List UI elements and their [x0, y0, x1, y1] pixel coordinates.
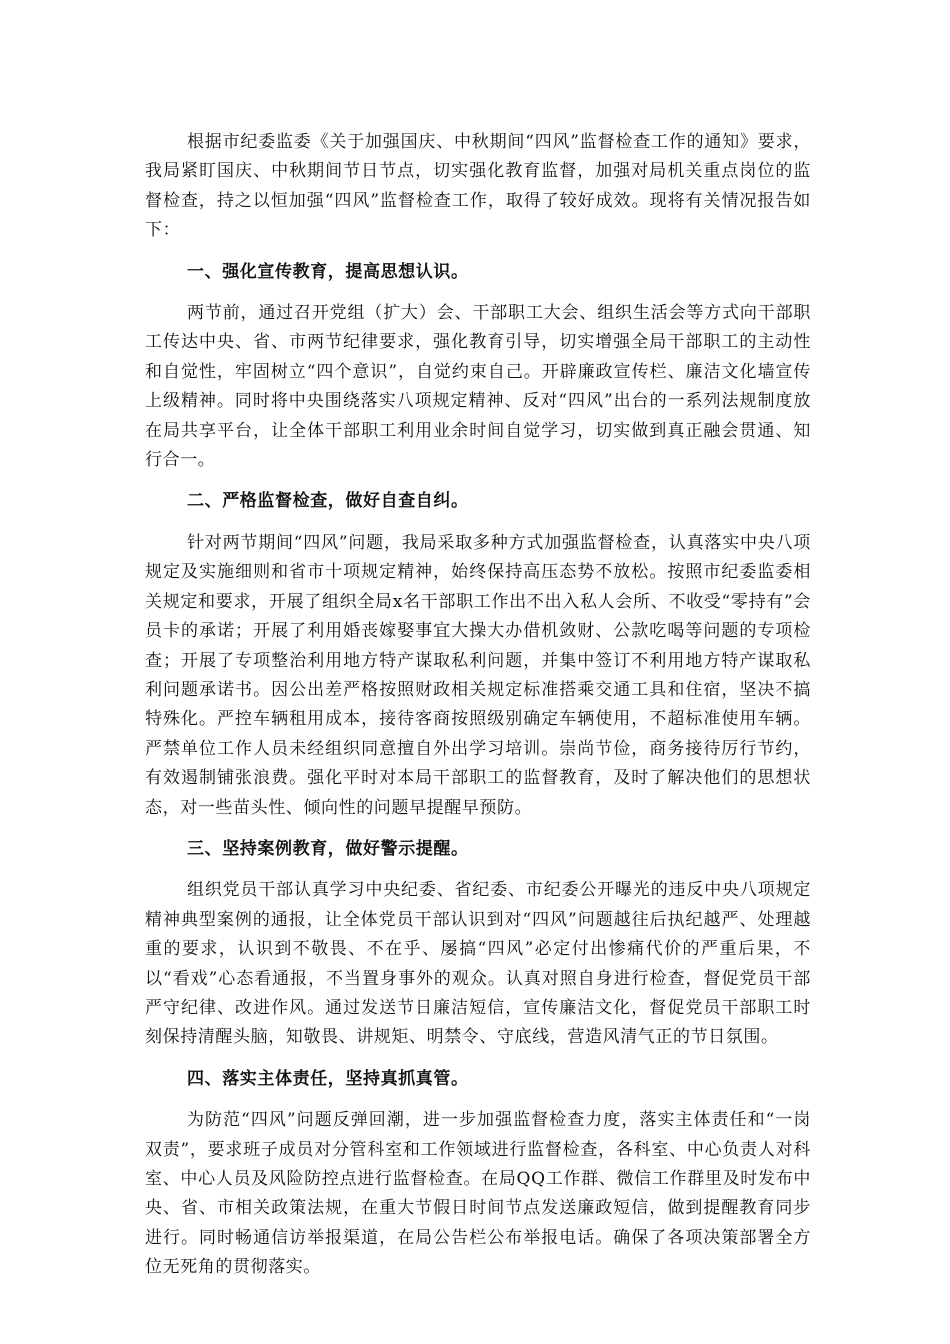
section-body-1: 两节前，通过召开党组（扩大）会、干部职工大会、组织生活会等方式向干部职工传达中央、省、市两节纪律要求，强化教育引导，切实增强全局干部职工的主动性和自觉性，牢固树立“四个意识”，自觉约束自己。开辟廉政宣传栏、廉洁文化墙宣传上级精神。同时将中央围绕落实八项规定精神、反对“四风”出台的一系列法规制度放在局共享平台，让全体干部职工利用业余时间自觉学习，切实做到真正融会贯通、知行合一。 — [145, 303, 811, 471]
section-body-3: 组织党员干部认真学习中央纪委、省纪委、市纪委公开曝光的违反中央八项规定精神典型案例的通报，让全体党员干部认识到对“四风”问题越往后执纪越严、处理越重的要求，认识到不敬畏、不在乎、屡搞“四风”必定付出惨痛代价的严重后果，不以“看戏”心态看通报，不当置身事外的观众。认真对照自身进行检查，督促党员干部严守纪律、改进作风。通过发送节日廉洁短信，宣传廉洁文化，督促党员干部职工时刻保持清醒头脑，知敬畏、讲规矩、明禁令、守底线，营造风清气正的节日氛围。 — [145, 880, 811, 1048]
section-body-4: 为防范“四风”问题反弹回潮，进一步加强监督检查力度，落实主体责任和“一岗双责”，要求班子成员对分管科室和工作领域进行监督检查，各科室、中心负责人对科室、中心人员及风险防控点进行监督检查。在局QQ工作群、微信工作群里及时发布中央、省、市相关政策法规，在重大节假日时间节点发送廉政短信，做到提醒教育同步进行。同时畅通信访举报渠道，在局公告栏公布举报电话。确保了各项决策部署全方位无死角的贯彻落实。 — [145, 1110, 811, 1278]
section-heading-2: 二、严格监督检查，做好自查自纠。 — [187, 491, 469, 512]
section-heading-3: 三、坚持案例教育，做好警示提醒。 — [187, 838, 469, 859]
document-page — [145, 128, 811, 1283]
section-body-2: 针对两节期间“四风”问题，我局采取多种方式加强监督检查，认真落实中央八项规定及实施细则和省市十项规定精神，始终保持高压态势不放松。按照市纪委监委相关规定和要求，开展了组织全局x名干部职工作出不出入私人会所、不收受“零持有”会员卡的承诺；开展了利用婚丧嫁娶事宜大操大办借机敛财、公款吃喝等问题的专项检查；开展了专项整治利用地方特产谋取私利问题，并集中签订不利用地方特产谋取私利问题承诺书。因公出差严格按照财政相关规定标准搭乘交通工具和住宿，坚决不搞特殊化。严控车辆租用成本，接待客商按照级别确定车辆使用，不超标准使用车辆。严禁单位工作人员未经组织同意擅自外出学习培训。崇尚节俭，商务接待厉行节约，有效遏制铺张浪费。强化平时对本局干部职工的监督教育，及时了解决他们的思想状态，对一些苗头性、倾向性的问题早提醒早预防。 — [145, 532, 811, 818]
section-heading-1: 一、强化宣传教育，提高思想认识。 — [187, 261, 469, 282]
intro-paragraph: 根据市纪委监委《关于加强国庆、中秋期间“四风”监督检查工作的通知》要求，我局紧盯国庆、中秋期间节日节点，切实强化教育监督，加强对局机关重点岗位的监督检查，持之以恒加强“四风”监督检查工作，取得了较好成效。现将有关情况报告如下： — [145, 132, 811, 241]
section-heading-4: 四、落实主体责任，坚持真抓真管。 — [187, 1068, 469, 1089]
